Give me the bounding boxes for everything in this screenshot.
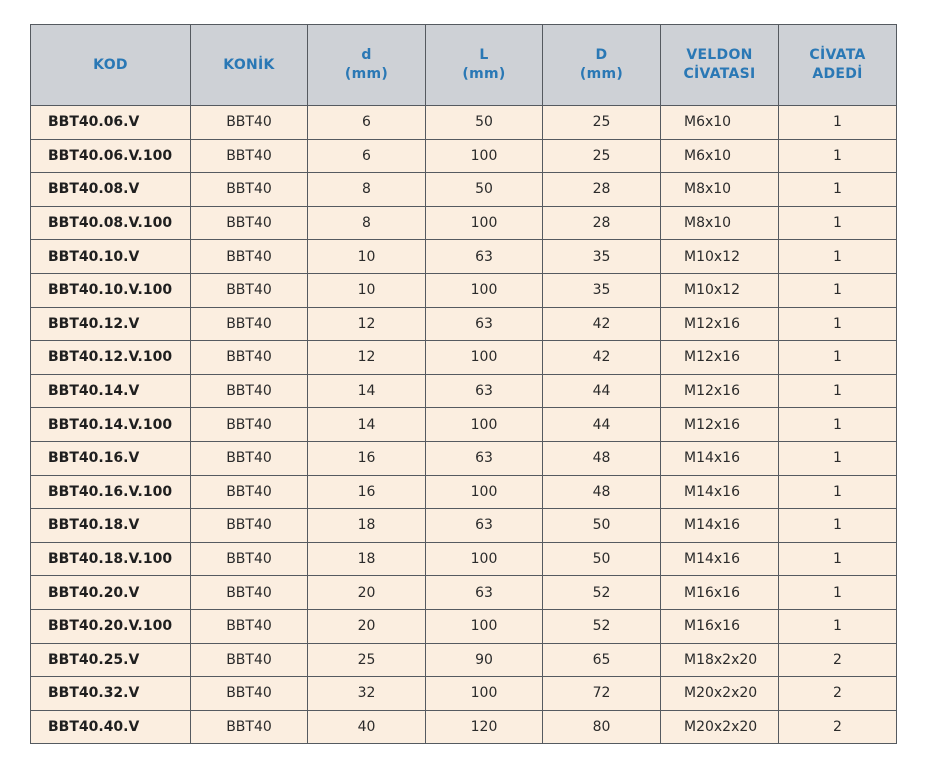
d-cell: 16 xyxy=(308,441,426,475)
civata-cell: 1 xyxy=(779,408,897,442)
kod-cell: BBT40.20.V xyxy=(31,576,191,610)
konik-cell: BBT40 xyxy=(191,273,308,307)
header-d xyxy=(308,25,426,106)
big-d-cell: 44 xyxy=(543,408,661,442)
header-big-d-label: D xyxy=(595,47,608,63)
table-row xyxy=(31,341,897,375)
big-d-cell: 52 xyxy=(543,609,661,643)
l-cell: 63 xyxy=(426,374,543,408)
d-cell: 6 xyxy=(308,106,426,140)
l-cell: 100 xyxy=(426,139,543,173)
konik-cell: BBT40 xyxy=(191,509,308,543)
veldon-cell: M20x2x20 xyxy=(661,710,779,744)
kod-cell: BBT40.16.V xyxy=(31,441,191,475)
konik-cell: BBT40 xyxy=(191,475,308,509)
l-cell: 63 xyxy=(426,307,543,341)
veldon-cell: M14x16 xyxy=(661,441,779,475)
table-row xyxy=(31,509,897,543)
kod-cell: BBT40.16.V.100 xyxy=(31,475,191,509)
civata-cell: 1 xyxy=(779,206,897,240)
veldon-cell: M10x12 xyxy=(661,273,779,307)
table-row xyxy=(31,576,897,610)
civata-cell: 2 xyxy=(779,710,897,744)
konik-cell: BBT40 xyxy=(191,408,308,442)
table-row xyxy=(31,542,897,576)
konik-cell: BBT40 xyxy=(191,576,308,610)
veldon-cell: M8x10 xyxy=(661,206,779,240)
civata-cell: 1 xyxy=(779,106,897,140)
kod-cell: BBT40.12.V xyxy=(31,307,191,341)
d-cell: 14 xyxy=(308,408,426,442)
konik-cell: BBT40 xyxy=(191,139,308,173)
header-konik xyxy=(191,25,308,106)
d-cell: 32 xyxy=(308,677,426,711)
table-row xyxy=(31,206,897,240)
header-row xyxy=(31,25,897,106)
header-veldon-line1: VELDON xyxy=(686,47,753,63)
konik-cell: BBT40 xyxy=(191,609,308,643)
header-d-unit: (mm) xyxy=(344,66,389,82)
table-body xyxy=(31,106,897,744)
civata-cell: 1 xyxy=(779,542,897,576)
kod-cell: BBT40.20.V.100 xyxy=(31,609,191,643)
veldon-cell: M6x10 xyxy=(661,139,779,173)
big-d-cell: 35 xyxy=(543,273,661,307)
table-row xyxy=(31,475,897,509)
l-cell: 100 xyxy=(426,475,543,509)
civata-cell: 2 xyxy=(779,643,897,677)
table-row xyxy=(31,643,897,677)
veldon-cell: M12x16 xyxy=(661,341,779,375)
d-cell: 40 xyxy=(308,710,426,744)
big-d-cell: 44 xyxy=(543,374,661,408)
d-cell: 10 xyxy=(308,273,426,307)
kod-cell: BBT40.40.V xyxy=(31,710,191,744)
civata-cell: 1 xyxy=(779,374,897,408)
d-cell: 12 xyxy=(308,307,426,341)
civata-cell: 1 xyxy=(779,576,897,610)
d-cell: 14 xyxy=(308,374,426,408)
table-row xyxy=(31,106,897,140)
header-konik-label: KONİK xyxy=(223,56,275,73)
big-d-cell: 50 xyxy=(543,509,661,543)
konik-cell: BBT40 xyxy=(191,206,308,240)
l-cell: 50 xyxy=(426,173,543,207)
civata-cell: 1 xyxy=(779,341,897,375)
l-cell: 100 xyxy=(426,206,543,240)
l-cell: 90 xyxy=(426,643,543,677)
d-cell: 18 xyxy=(308,542,426,576)
d-cell: 12 xyxy=(308,341,426,375)
kod-cell: BBT40.06.V.100 xyxy=(31,139,191,173)
l-cell: 63 xyxy=(426,576,543,610)
table-row xyxy=(31,173,897,207)
big-d-cell: 48 xyxy=(543,475,661,509)
table-row xyxy=(31,139,897,173)
header-veldon-line2: CİVATASI xyxy=(683,66,756,82)
konik-cell: BBT40 xyxy=(191,307,308,341)
veldon-cell: M12x16 xyxy=(661,307,779,341)
table-row xyxy=(31,240,897,274)
table-row xyxy=(31,374,897,408)
veldon-cell: M12x16 xyxy=(661,374,779,408)
civata-cell: 1 xyxy=(779,441,897,475)
header-civata-line1: CİVATA xyxy=(809,47,866,63)
kod-cell: BBT40.14.V xyxy=(31,374,191,408)
d-cell: 8 xyxy=(308,173,426,207)
header-d-label: d xyxy=(361,47,372,63)
header-kod xyxy=(31,25,191,106)
kod-cell: BBT40.32.V xyxy=(31,677,191,711)
kod-cell: BBT40.12.V.100 xyxy=(31,341,191,375)
header-civata-adedi xyxy=(779,25,897,106)
kod-cell: BBT40.06.V xyxy=(31,106,191,140)
big-d-cell: 25 xyxy=(543,139,661,173)
konik-cell: BBT40 xyxy=(191,106,308,140)
l-cell: 100 xyxy=(426,341,543,375)
table-row xyxy=(31,307,897,341)
konik-cell: BBT40 xyxy=(191,374,308,408)
konik-cell: BBT40 xyxy=(191,677,308,711)
veldon-cell: M18x2x20 xyxy=(661,643,779,677)
big-d-cell: 48 xyxy=(543,441,661,475)
konik-cell: BBT40 xyxy=(191,173,308,207)
veldon-cell: M16x16 xyxy=(661,609,779,643)
kod-cell: BBT40.08.V xyxy=(31,173,191,207)
civata-cell: 1 xyxy=(779,240,897,274)
kod-cell: BBT40.14.V.100 xyxy=(31,408,191,442)
kod-cell: BBT40.18.V.100 xyxy=(31,542,191,576)
kod-cell: BBT40.18.V xyxy=(31,509,191,543)
d-cell: 10 xyxy=(308,240,426,274)
veldon-cell: M14x16 xyxy=(661,475,779,509)
d-cell: 25 xyxy=(308,643,426,677)
header-l-label: L xyxy=(479,47,489,63)
big-d-cell: 80 xyxy=(543,710,661,744)
big-d-cell: 28 xyxy=(543,206,661,240)
civata-cell: 1 xyxy=(779,609,897,643)
table-row xyxy=(31,710,897,744)
civata-cell: 2 xyxy=(779,677,897,711)
table-row xyxy=(31,273,897,307)
big-d-cell: 72 xyxy=(543,677,661,711)
l-cell: 100 xyxy=(426,408,543,442)
header-big-d-unit: (mm) xyxy=(579,66,624,82)
konik-cell: BBT40 xyxy=(191,441,308,475)
big-d-cell: 52 xyxy=(543,576,661,610)
header-big-d xyxy=(543,25,661,106)
d-cell: 16 xyxy=(308,475,426,509)
konik-cell: BBT40 xyxy=(191,643,308,677)
l-cell: 120 xyxy=(426,710,543,744)
konik-cell: BBT40 xyxy=(191,341,308,375)
veldon-cell: M10x12 xyxy=(661,240,779,274)
d-cell: 20 xyxy=(308,609,426,643)
table-row xyxy=(31,408,897,442)
l-cell: 50 xyxy=(426,106,543,140)
l-cell: 100 xyxy=(426,273,543,307)
l-cell: 63 xyxy=(426,441,543,475)
konik-cell: BBT40 xyxy=(191,542,308,576)
header-l-unit: (mm) xyxy=(462,66,506,82)
l-cell: 100 xyxy=(426,609,543,643)
table-row xyxy=(31,609,897,643)
veldon-cell: M16x16 xyxy=(661,576,779,610)
konik-cell: BBT40 xyxy=(191,240,308,274)
header-kod-label: KOD xyxy=(93,56,128,73)
big-d-cell: 35 xyxy=(543,240,661,274)
civata-cell: 1 xyxy=(779,139,897,173)
civata-cell: 1 xyxy=(779,173,897,207)
l-cell: 100 xyxy=(426,542,543,576)
header-veldon xyxy=(661,25,779,106)
konik-cell: BBT40 xyxy=(191,710,308,744)
d-cell: 20 xyxy=(308,576,426,610)
kod-cell: BBT40.10.V.100 xyxy=(31,273,191,307)
veldon-cell: M12x16 xyxy=(661,408,779,442)
d-cell: 6 xyxy=(308,139,426,173)
d-cell: 18 xyxy=(308,509,426,543)
big-d-cell: 42 xyxy=(543,341,661,375)
kod-cell: BBT40.10.V xyxy=(31,240,191,274)
civata-cell: 1 xyxy=(779,509,897,543)
civata-cell: 1 xyxy=(779,475,897,509)
l-cell: 63 xyxy=(426,509,543,543)
table-row xyxy=(31,677,897,711)
civata-cell: 1 xyxy=(779,307,897,341)
big-d-cell: 50 xyxy=(543,542,661,576)
big-d-cell: 28 xyxy=(543,173,661,207)
table-row xyxy=(31,441,897,475)
veldon-cell: M20x2x20 xyxy=(661,677,779,711)
kod-cell: BBT40.08.V.100 xyxy=(31,206,191,240)
veldon-cell: M14x16 xyxy=(661,542,779,576)
big-d-cell: 25 xyxy=(543,106,661,140)
spec-table xyxy=(30,24,897,744)
veldon-cell: M8x10 xyxy=(661,173,779,207)
civata-cell: 1 xyxy=(779,273,897,307)
big-d-cell: 65 xyxy=(543,643,661,677)
kod-cell: BBT40.25.V xyxy=(31,643,191,677)
d-cell: 8 xyxy=(308,206,426,240)
veldon-cell: M6x10 xyxy=(661,106,779,140)
header-civata-line2: ADEDİ xyxy=(812,66,863,82)
big-d-cell: 42 xyxy=(543,307,661,341)
l-cell: 100 xyxy=(426,677,543,711)
header-l xyxy=(426,25,543,106)
l-cell: 63 xyxy=(426,240,543,274)
veldon-cell: M14x16 xyxy=(661,509,779,543)
